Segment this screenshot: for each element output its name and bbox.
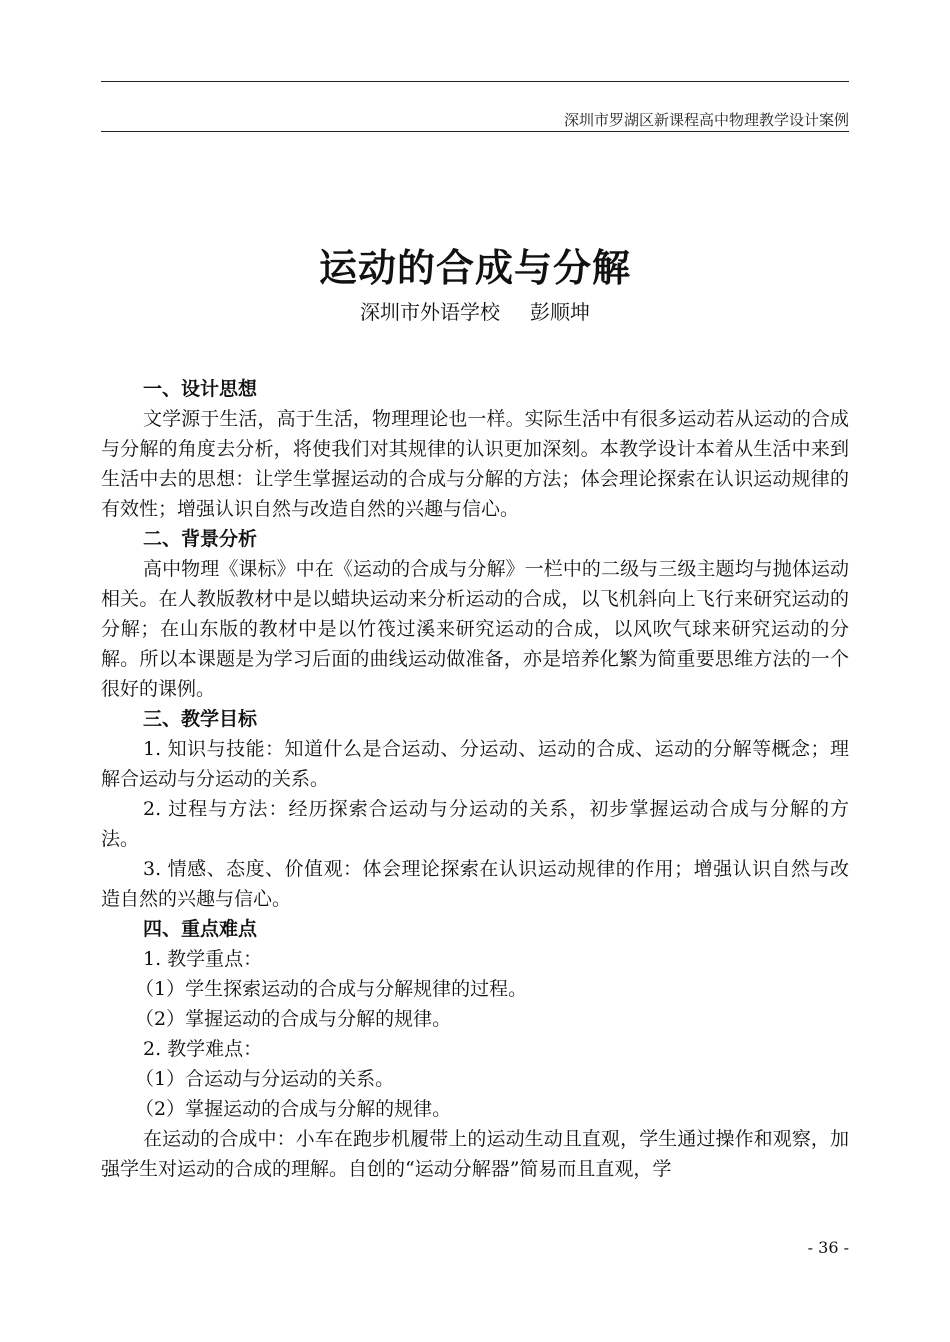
header-bottom-rule bbox=[101, 131, 849, 132]
synthesis-paragraph: 在运动的合成中：小车在跑步机履带上的运动生动且直观，学生通过操作和观察，加强学生对运动的合成的理解。自创的“运动分解器”简易而且直观，学 bbox=[101, 1128, 849, 1180]
page-number: - 36 - bbox=[807, 1238, 849, 1257]
section-heading-background: 二、背景分析 bbox=[143, 528, 258, 550]
running-header: 深圳市罗湖区新课程高中物理教学设计案例 bbox=[563, 111, 849, 129]
difficulty-item: （2）掌握运动的合成与分解的规律。 bbox=[135, 1098, 452, 1120]
difficulties-label: 2. 教学难点： bbox=[143, 1038, 263, 1060]
section-heading-objectives: 三、教学目标 bbox=[143, 708, 258, 730]
section-heading-key-points: 四、重点难点 bbox=[143, 918, 258, 940]
author-name: 彭顺坤 bbox=[530, 300, 590, 324]
key-point-item: （2）掌握运动的合成与分解的规律。 bbox=[135, 1008, 452, 1030]
page-title: 运动的合成与分解 bbox=[318, 246, 631, 290]
design-idea-paragraph: 文学源于生活，高于生活，物理理论也一样。实际生活中有很多运动若从运动的合成与分解的角度去分析，将使我们对其规律的认识更加深刻。本教学设计本着从生活中来到生活中去的思想：让学生掌握运动的合成与分解的方法；体会理论探索在认识运动规律的有效性；增强认识自然与改造自然的兴趣与信心。 bbox=[101, 408, 849, 520]
key-point-item: （1）学生探索运动的合成与分解规律的过程。 bbox=[135, 978, 528, 1000]
difficulty-item: （1）合运动与分运动的关系。 bbox=[135, 1068, 395, 1090]
header-top-rule bbox=[101, 81, 849, 82]
key-points-label: 1. 教学重点： bbox=[143, 948, 263, 970]
objective-process: 2. 过程与方法：经历探索合运动与分运动的关系，初步掌握运动合成与分解的方法。 bbox=[101, 798, 849, 850]
section-heading-design-idea: 一、设计思想 bbox=[143, 378, 258, 400]
author-line bbox=[0, 299, 950, 325]
background-paragraph: 高中物理《课标》中在《运动的合成与分解》一栏中的二级与三级主题均与抛体运动相关。在人教版教材中是以蜡块运动来分析运动的合成，以飞机斜向上飞行来研究运动的分解；在山东版的教材中是以竹筏过溪来研究运动的合成，以风吹气球来研究运动的分解。所以本课题是为学习后面的曲线运动做准备，亦是培养化繁为简重要思维方法的一个很好的课例。 bbox=[101, 558, 849, 700]
objective-attitude: 3. 情感、态度、价值观：体会理论探索在认识运动规律的作用；增强认识自然与改造自然的兴趣与信心。 bbox=[101, 858, 849, 910]
objective-knowledge: 1. 知识与技能：知道什么是合运动、分运动、运动的合成、运动的分解等概念；理解合运动与分运动的关系。 bbox=[101, 738, 849, 790]
school-name: 深圳市外语学校 bbox=[360, 300, 500, 324]
document-body bbox=[101, 374, 849, 1184]
